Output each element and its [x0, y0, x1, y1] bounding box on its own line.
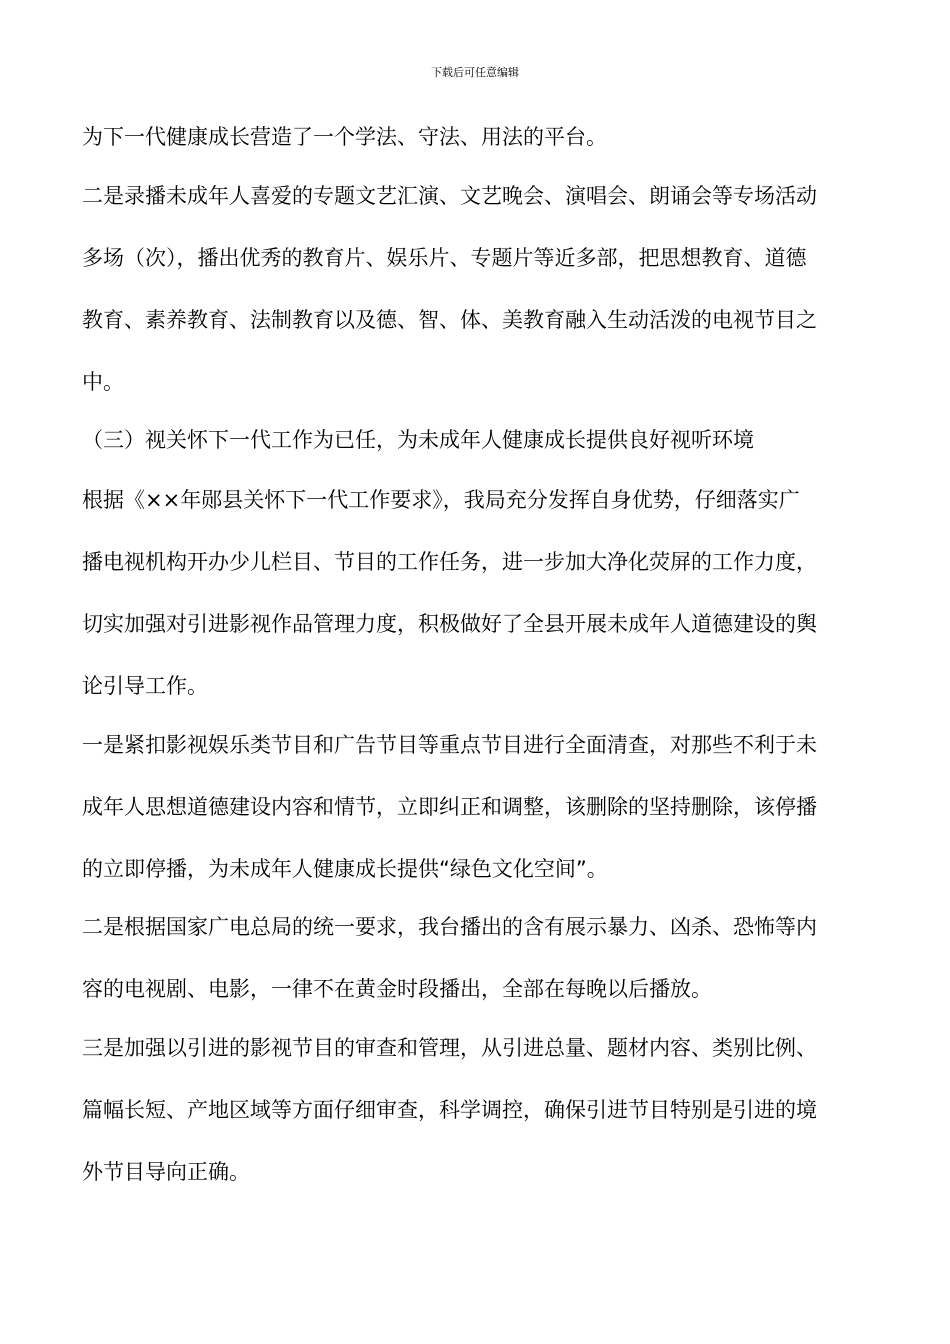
body-line-12: 成年人思想道德建设内容和情节，立即纠正和调整，该删除的坚持删除，该停播 — [82, 795, 817, 819]
body-line-10: 论引导工作。 — [82, 674, 208, 698]
body-line-7: 根据《××年郧县关怀下一代工作要求》，我局充分发挥自身优势，仔细落实广 — [82, 488, 800, 512]
body-line-5: 中。 — [82, 370, 124, 394]
body-line-2: 二是录播未成年人喜爱的专题文艺汇演、文艺晚会、演唱会、朗诵会等专场活动 — [82, 184, 817, 208]
page-header: 下载后可任意编辑 — [431, 66, 519, 79]
section-heading: （三）视关怀下一代工作为已任，为未成年人健康成长提供良好视听环境 — [82, 428, 754, 452]
body-line-4: 教育、素养教育、法制教育以及德、智、体、美教育融入生动活泼的电视节目之 — [82, 308, 817, 332]
body-line-8: 播电视机构开办少儿栏目、节目的工作任务，进一步加大净化荧屏的工作力度， — [82, 550, 817, 574]
body-line-11: 一是紧扣影视娱乐类节目和广告节目等重点节目进行全面清查，对那些不利于未 — [82, 733, 817, 757]
body-line-13: 的立即停播，为未成年人健康成长提供“绿色文化空间”。 — [82, 857, 608, 881]
body-line-16: 三是加强以引进的影视节目的审查和管理，从引进总量、题材内容、类别比例、 — [82, 1036, 817, 1060]
body-line-3: 多场（次），播出优秀的教育片、娱乐片、专题片等近多部，把思想教育、道德 — [82, 246, 807, 270]
body-line-17: 篇幅长短、产地区域等方面仔细审查，科学调控，确保引进节目特别是引进的境 — [82, 1098, 817, 1122]
body-line-15: 容的电视剧、电影，一律不在黄金时段播出，全部在每晚以后播放。 — [82, 977, 712, 1001]
body-line-9: 切实加强对引进影视作品管理力度，积极做好了全县开展未成年人道德建设的舆 — [82, 612, 817, 636]
body-line-18: 外节目导向正确。 — [82, 1160, 250, 1184]
body-line-1: 为下一代健康成长营造了一个学法、守法、用法的平台。 — [82, 125, 607, 149]
body-line-14: 二是根据国家广电总局的统一要求，我台播出的含有展示暴力、凶杀、恐怖等内 — [82, 915, 817, 939]
